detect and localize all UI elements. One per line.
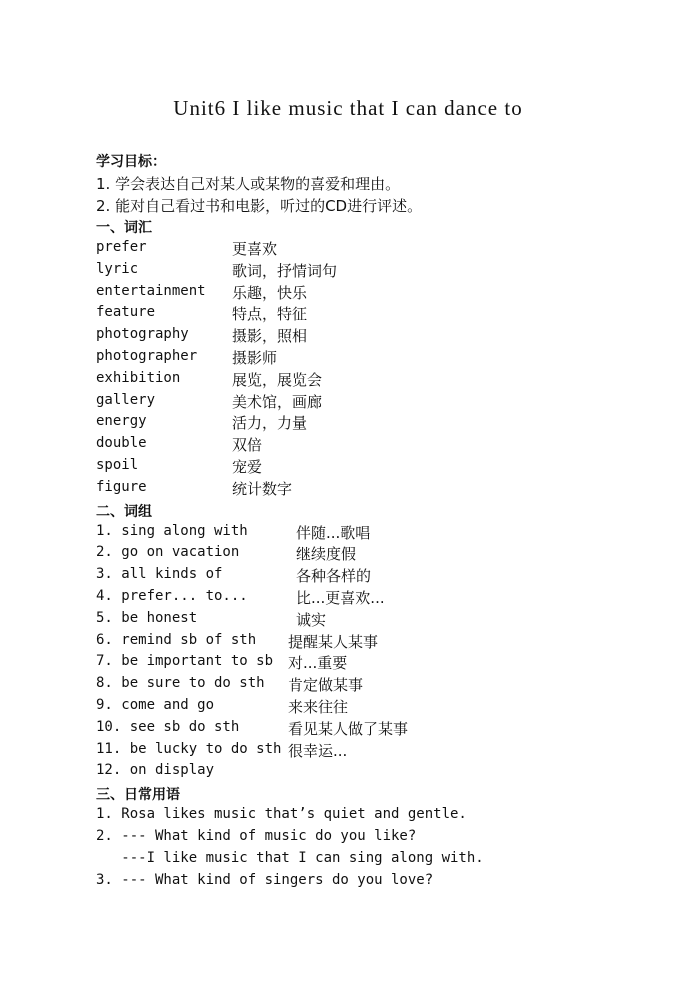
phrase-english: 4. prefer... to... bbox=[96, 588, 248, 604]
phrase-meaning: 看见某人做了某事 bbox=[288, 719, 409, 738]
expression-line: 2. --- What kind of music do you like? bbox=[96, 828, 417, 844]
vocab-meaning: 特点，特征 bbox=[232, 305, 308, 324]
vocab-heading: 一、词汇 bbox=[96, 220, 152, 236]
phrase-english: 8. be sure to do sth bbox=[96, 675, 265, 692]
phrase-meaning: 很幸运... bbox=[288, 741, 348, 760]
goal-item: 1. 学会表达自己对某人或某物的喜爱和理由。 bbox=[96, 175, 401, 193]
vocab-meaning: 活力，力量 bbox=[232, 414, 308, 433]
vocab-word: gallery bbox=[96, 391, 156, 408]
vocab-word: spoil bbox=[96, 457, 139, 473]
vocab-meaning: 美术馆，画廊 bbox=[232, 392, 323, 411]
phrase-meaning: 提醒某人某事 bbox=[288, 632, 379, 651]
phrase-english: 7. be important to sb bbox=[96, 653, 274, 670]
expressions-heading: 三、日常用语 bbox=[96, 787, 180, 804]
vocab-meaning: 更喜欢 bbox=[232, 240, 278, 258]
vocab-meaning: 展览，展览会 bbox=[232, 370, 323, 389]
phrase-meaning: 各种各样的 bbox=[296, 567, 372, 586]
phrase-english: 1. sing along with bbox=[96, 522, 248, 539]
phrase-meaning: 来来往往 bbox=[288, 698, 349, 716]
expression-line: ---I like music that I can sing along with. bbox=[96, 849, 484, 866]
phrase-english: 2. go on vacation bbox=[96, 544, 240, 561]
vocab-word: photographer bbox=[96, 348, 198, 364]
phrase-english: 12. on display bbox=[96, 762, 215, 779]
phrase-meaning: 比...更喜欢... bbox=[296, 589, 385, 607]
phrase-meaning: 肯定做某事 bbox=[288, 676, 364, 695]
phrase-meaning: 诚实 bbox=[296, 610, 327, 629]
expression-line: 1. Rosa likes music that’s quiet and gentle. bbox=[96, 806, 467, 823]
phrase-meaning: 继续度假 bbox=[296, 545, 357, 564]
vocab-word: feature bbox=[96, 304, 156, 321]
vocab-meaning: 摄影师 bbox=[232, 349, 278, 367]
vocab-word: energy bbox=[96, 413, 147, 430]
phrase-meaning: 伴随...歌唱 bbox=[296, 523, 371, 542]
phrase-english: 11. be lucky to do sth bbox=[96, 740, 282, 757]
vocab-word: entertainment bbox=[96, 282, 206, 299]
vocab-meaning: 双倍 bbox=[232, 436, 263, 455]
expression-line: 3. --- What kind of singers do you love? bbox=[96, 871, 434, 888]
phrase-meaning: 对...重要 bbox=[288, 654, 348, 673]
vocab-meaning: 歌词，抒情词句 bbox=[232, 261, 338, 280]
phrase-english: 10. see sb do sth bbox=[96, 718, 240, 735]
goals-heading: 学习目标： bbox=[96, 154, 166, 170]
vocab-word: prefer bbox=[96, 239, 147, 255]
vocab-meaning: 乐趣，快乐 bbox=[232, 283, 308, 302]
vocab-meaning: 摄影，照相 bbox=[232, 327, 308, 346]
vocab-word: figure bbox=[96, 478, 147, 495]
vocab-word: exhibition bbox=[96, 369, 181, 386]
vocab-meaning: 宠爱 bbox=[232, 458, 263, 476]
goal-item: 2. 能对自己看过书和电影，听过的CD进行评述。 bbox=[96, 197, 423, 215]
phrase-english: 5. be honest bbox=[96, 609, 198, 626]
phrase-english: 9. come and go bbox=[96, 697, 215, 713]
vocab-word: photography bbox=[96, 326, 189, 343]
vocab-word: lyric bbox=[96, 260, 139, 277]
vocab-meaning: 统计数字 bbox=[232, 479, 293, 498]
page-title: Unit6 I like music that I can dance to bbox=[173, 96, 523, 120]
phrases-heading: 二、词组 bbox=[96, 503, 152, 520]
phrase-english: 6. remind sb of sth bbox=[96, 631, 257, 648]
vocab-word: double bbox=[96, 435, 147, 452]
phrase-english: 3. all kinds of bbox=[96, 566, 223, 583]
